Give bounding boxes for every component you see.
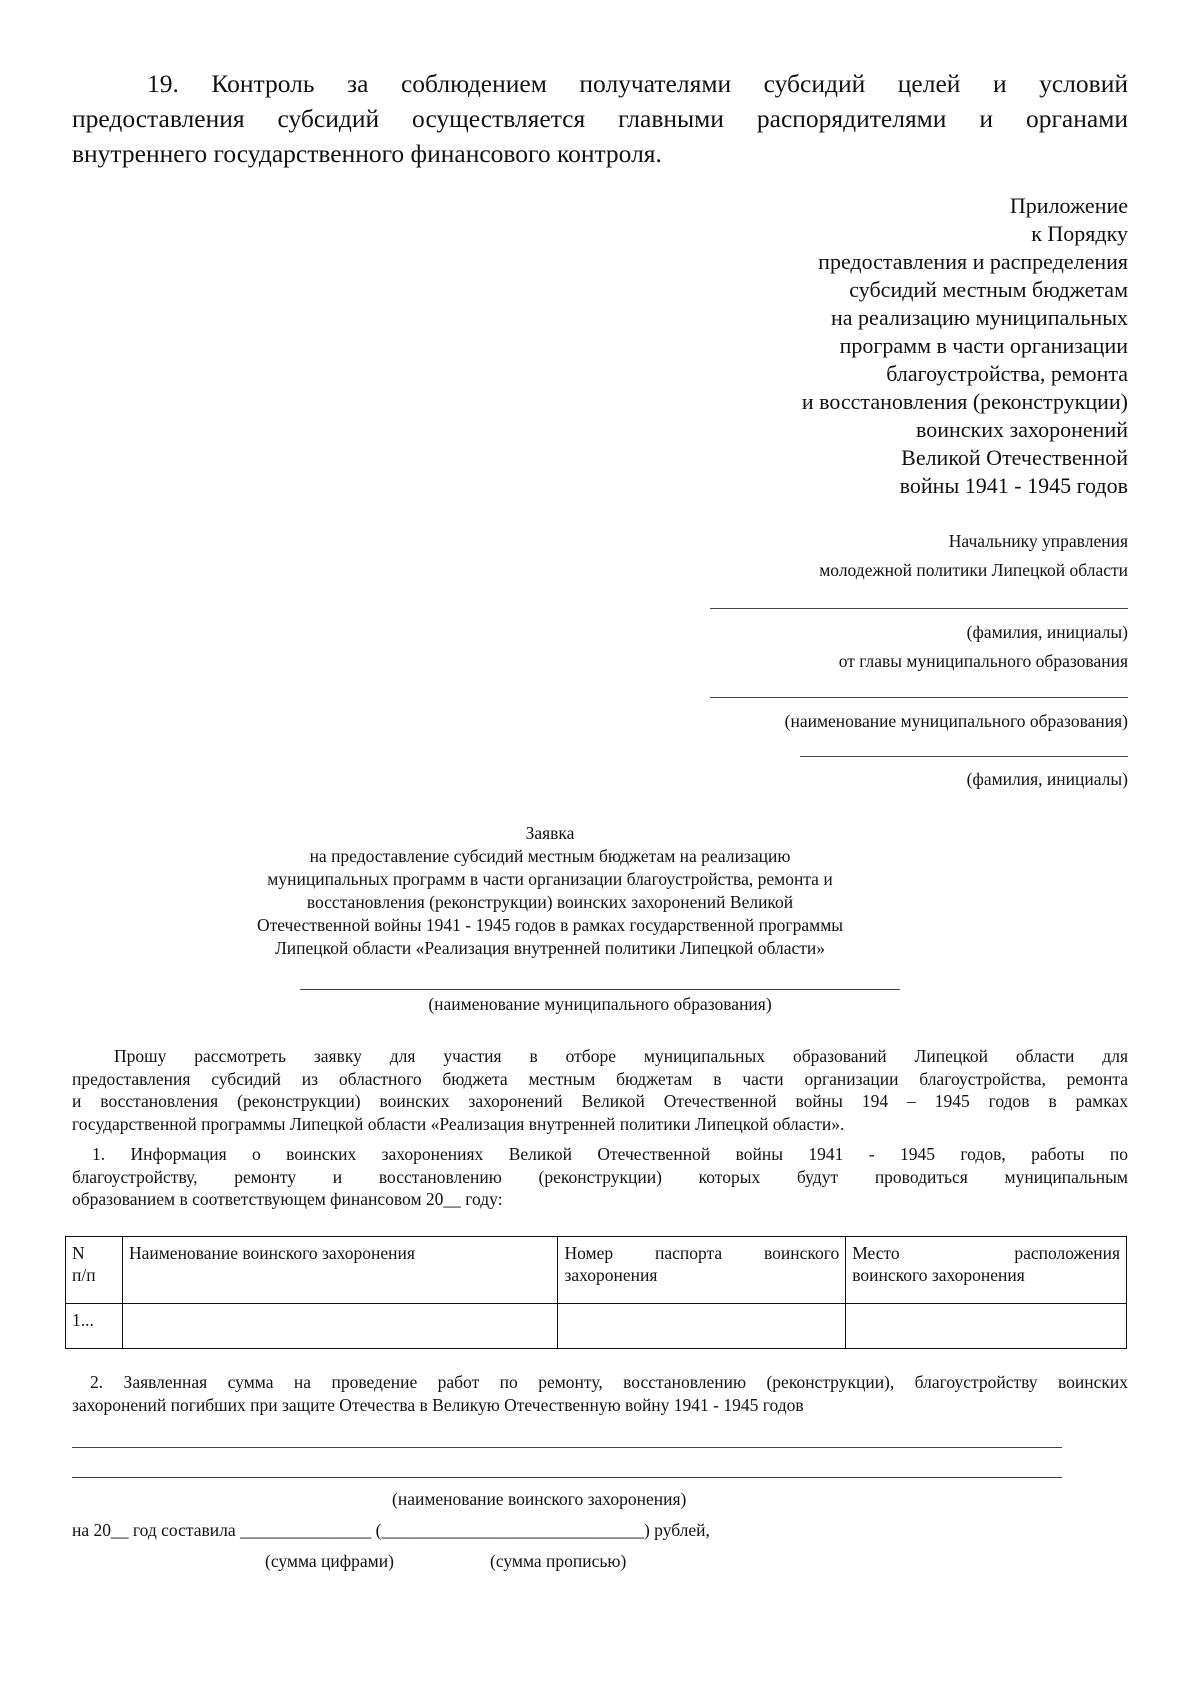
amount-words-caption: (сумма прописью) [490,1551,627,1571]
amount-open-paren: ( [371,1520,382,1540]
appendix-line: субсидий местным бюджетам [849,277,1128,302]
col-passport-header-line: Номер паспорта воинского [564,1243,840,1263]
amount-words-blank[interactable]: ______________________________ [381,1520,644,1540]
surname-blank-2[interactable] [800,756,1128,757]
appendix-line: Приложение [1009,193,1128,218]
surname-blank-1[interactable] [710,608,1128,609]
table-cell-location[interactable] [846,1304,1127,1349]
request-line: предоставления субсидий из областного бюджета местным бюджетам в части организации благоустройства, ремонта [72,1068,1128,1089]
application-title-line: Липецкой области «Реализация внутренней политики Липецкой области» [274,938,826,958]
col-name-header: Наименование воинского захоронения [122,1237,558,1304]
request-line: государственной программы Липецкой области «Реализация внутренней политики Липецкой области». [72,1113,845,1134]
amount-suffix: ) рублей, [643,1520,710,1540]
item-2-line: 2. Заявленная сумма на проведение работ по ремонту, восстановлению (реконструкции), благоустройству воинских [90,1372,1128,1392]
application-title-line: Отечественной войны 1941 - 1945 годов в рамках государственной программы [256,915,844,935]
col-number-header-line: N [72,1243,85,1263]
table-cell-number: 1... [66,1304,123,1349]
surname-caption-1: (фамилия, инициалы) [966,622,1128,642]
item-1-line: образованием в соответствующем финансовом 20__ году: [72,1189,503,1209]
appendix-line: и восстановления (реконструкции) [801,389,1128,414]
application-title-line: на предоставление субсидий местным бюджетам на реализацию [309,846,791,866]
appendix-line: войны 1941 - 1945 годов [899,473,1128,498]
item-2-line: захоронений погибших при защите Отечества в Великую Отечественную войну 1941 - 1945 годов [72,1394,804,1415]
burial-name-caption: (наименование воинского захоронения) [392,1489,687,1509]
appendix-header [528,192,1128,500]
amount-prefix: на 20__ год составила [72,1520,241,1540]
appendix-line: благоустройства, ремонта [886,361,1128,386]
amount-line [72,1519,710,1541]
municipality-caption-1: (наименование муниципального образования) [784,711,1128,731]
application-title-line: муниципальных программ в части организации благоустройства, ремонта и [267,869,833,889]
paragraph-19 [72,66,1128,171]
burial-name-blank-2[interactable] [72,1477,1062,1478]
table-header-row [66,1237,1127,1304]
col-number-header [66,1237,123,1304]
appendix-line: Великой Отечественной [901,445,1128,470]
col-number-header-line: п/п [72,1265,96,1285]
paragraph-19-line: 19. Контроль за соблюдением получателями субсидий целей и условий [147,69,1128,98]
municipality-blank-1[interactable] [710,697,1128,698]
request-line: и восстановления (реконструкции) воинских захоронений Великой Отечественной войны 194 – 1945 годов в рамках [72,1091,1128,1111]
col-passport-header-line: захоронения [564,1265,658,1285]
surname-caption-2: (фамилия, инициалы) [966,769,1128,789]
item-1-paragraph [72,1143,1128,1211]
from-head-label: от главы муниципального образования [838,651,1128,671]
request-paragraph [72,1045,1128,1135]
col-location-header-line: Место расположения [852,1243,1120,1263]
application-heading: Заявка [525,823,575,843]
request-line: Прошу рассмотреть заявку для участия в отборе муниципальных образований Липецкой области для [114,1046,1128,1066]
col-location-header [846,1237,1127,1304]
amount-digits-caption: (сумма цифрами) [265,1551,394,1571]
amount-digits-blank[interactable]: _______________ [240,1520,372,1540]
table-cell-passport[interactable] [558,1304,846,1349]
appendix-line: воинских захоронений [916,417,1128,442]
addressee-line-1: Начальнику управления [948,531,1128,551]
application-title-line: восстановления (реконструкции) воинских захоронений Великой [306,892,794,912]
burial-name-blank-1[interactable] [72,1447,1062,1448]
item-1-line: благоустройству, ремонту и восстановлению (реконструкции) которых будут проводиться муниципальным [72,1166,1128,1187]
item-2-paragraph [72,1371,1128,1416]
burials-table [65,1236,1127,1349]
appendix-line: на реализацию муниципальных [830,305,1128,330]
municipality-caption-2: (наименование муниципального образования) [428,994,772,1014]
table-cell-name[interactable] [122,1304,558,1349]
application-title [200,822,900,960]
addressee-line-2: молодежной политики Липецкой области [819,560,1128,580]
paragraph-19-line: предоставления субсидий осуществляется главными распорядителями и органами [72,104,1128,133]
table-row [66,1304,1127,1349]
col-passport-header [558,1237,846,1304]
appendix-line: предоставления и распределения [818,249,1128,274]
appendix-line: программ в части организации [839,333,1128,358]
municipality-blank-2[interactable] [300,989,900,990]
paragraph-19-line: внутреннего государственного финансового контроля. [72,139,662,168]
appendix-line: к Порядку [1031,221,1128,246]
col-location-header-line: воинского захоронения [852,1265,1025,1285]
item-1-line: 1. Информация о воинских захоронениях Великой Отечественной войны 1941 - 1945 годов, работы по [92,1144,1128,1164]
